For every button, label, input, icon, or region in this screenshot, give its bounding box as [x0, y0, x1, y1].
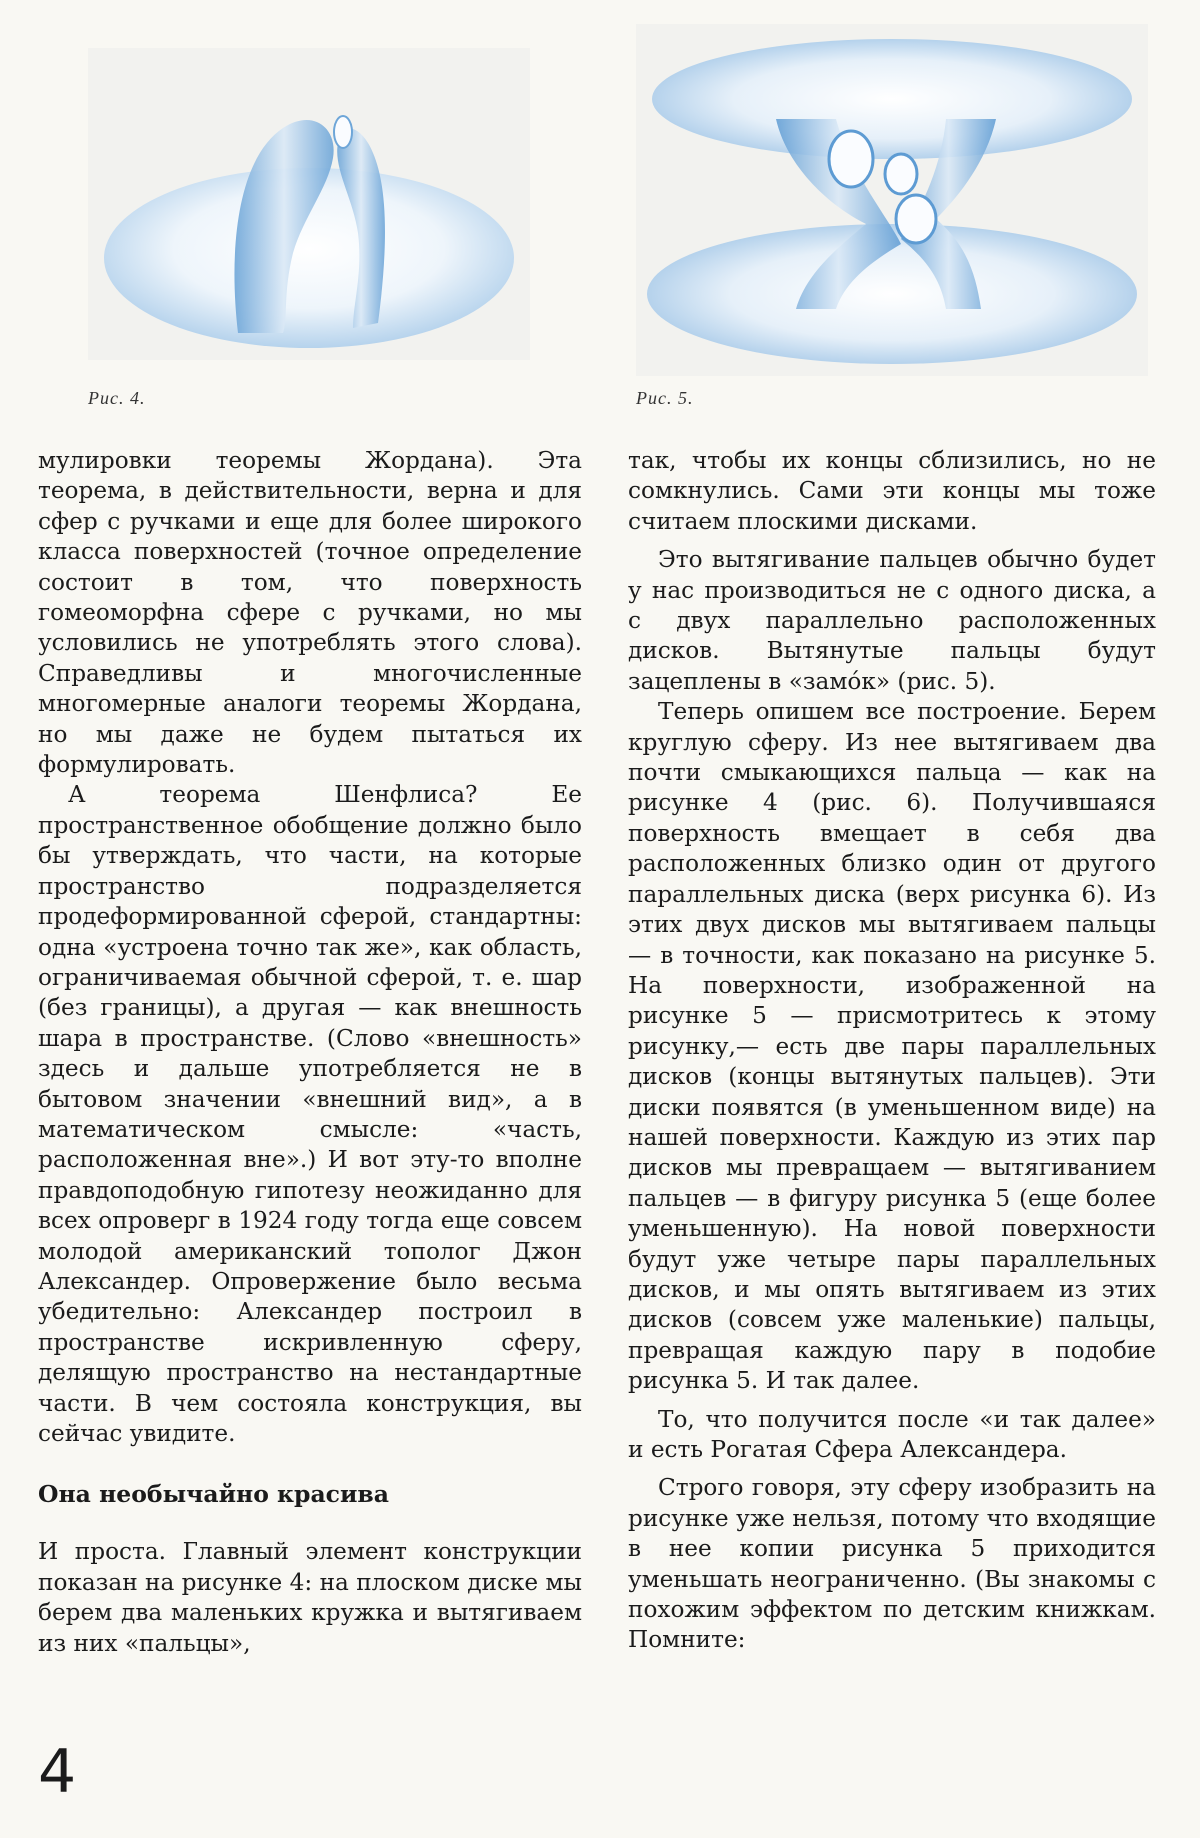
section-heading: Она необычайно красива — [38, 1480, 389, 1509]
paragraph: так, чтобы их концы сблизились, но не сомкнулись. Сами эти концы мы тоже считаем плоскими дисками. — [628, 447, 1156, 535]
paragraph: И проста. Главный элемент конструкции показан на рисунке 4: на плоском диске мы берем два маленьких кружка и вытягиваем из них «пальцы», — [38, 1538, 583, 1657]
paragraph: Это вытягивание пальцев обычно будет у нас производиться не с одного диска, а с двух параллельно расположенных дисков. Вытянутые пальцы будут зацеплены в «замóк» (рис. 5). — [628, 546, 1156, 695]
figure-4 — [88, 48, 530, 360]
left-column — [38, 446, 582, 1659]
paragraph: Теперь опишем все построение. Берем круглую сферу. Из нее вытягиваем два почти смыкающихся пальца — как на рисунке 4 (рис. 6). Получившаяся поверхность вмещает в себя два расположенных близко один от другого параллельных диска (верх рисунка 6). Из этих двух дисков мы вытягиваем пальцы — в точности, как показано на рисунке 5. На поверхности, изображенной на рисунке 5 — присмотритесь к этому рисунку,— есть две пары параллельных дисков (концы вытянутых пальцев). Эти диски появятся (в уменьшенном виде) на нашей поверхности. Каждую из этих пар дисков мы превращаем — вытягиванием пальцев — в фигуру рисунка 5 (еще более уменьшенную). На новой поверхности будут уже четыре пары параллельных дисков, и мы опять вытягиваем из этих дисков (совсем уже маленькие) пальцы, превращая каждую пару в подобие рисунка 5. И так далее. — [628, 698, 1156, 1395]
figure-5 — [636, 24, 1148, 376]
paragraph: мулировки теоремы Жордана). Эта теорема, в действительности, верна и для сфер с ручками и еще для более широкого класса поверхностей (точное определение состоит в том, что поверхность гомеоморфна сфере с ручками, но мы условились не употреблять этого слова). Справедливы и многочисленные многомерные аналоги теоремы Жордана, но мы даже не будем пытаться их формулировать. — [38, 447, 582, 779]
right-column — [628, 446, 1156, 1656]
figure-5-caption: Рис. 5. — [636, 388, 694, 408]
torus-handle-illustration-icon — [88, 48, 530, 360]
paragraph: Строго говоря, эту сферу изобразить на рисунке уже нельзя, потому что входящие в нее копии рисунка 5 приходится уменьшать неограниченно. (Вы знакомы с похожим эффектом по детским книжкам. Помните: — [628, 1474, 1156, 1654]
interlocked-fingers-illustration-icon — [636, 24, 1148, 376]
paragraph: То, что получится после «и так далее» и есть Рогатая Сфера Александера. — [628, 1405, 1156, 1463]
paragraph: А теорема Шенфлиса? Ее пространственное обобщение должно было бы утверждать, что части, на которые пространство подразделяется продеформированной сферой, стандартны: одна «устроена точно так же», как область, ограничиваемая обычной сферой, т. е. шар (без границы), а другая — как внешность шара в пространстве. (Слово «внешность» здесь и дальше употребляется не в бытовом значении «внешний вид», а в математическом смысле: «часть, расположенная вне».) И вот эту-то вполне правдоподобную гипотезу неожиданно для всех опроверг в 1924 году тогда еще совсем молодой американский тополог Джон Александер. Опровержение было весьма убедительно: Александер построил в пространстве искривленную сферу, делящую пространство на нестандартные части. В чем состояла конструкция, вы сейчас увидите. — [38, 781, 582, 1447]
page-number: 4 — [38, 1737, 77, 1807]
figure-4-caption: Рис. 4. — [88, 388, 146, 408]
